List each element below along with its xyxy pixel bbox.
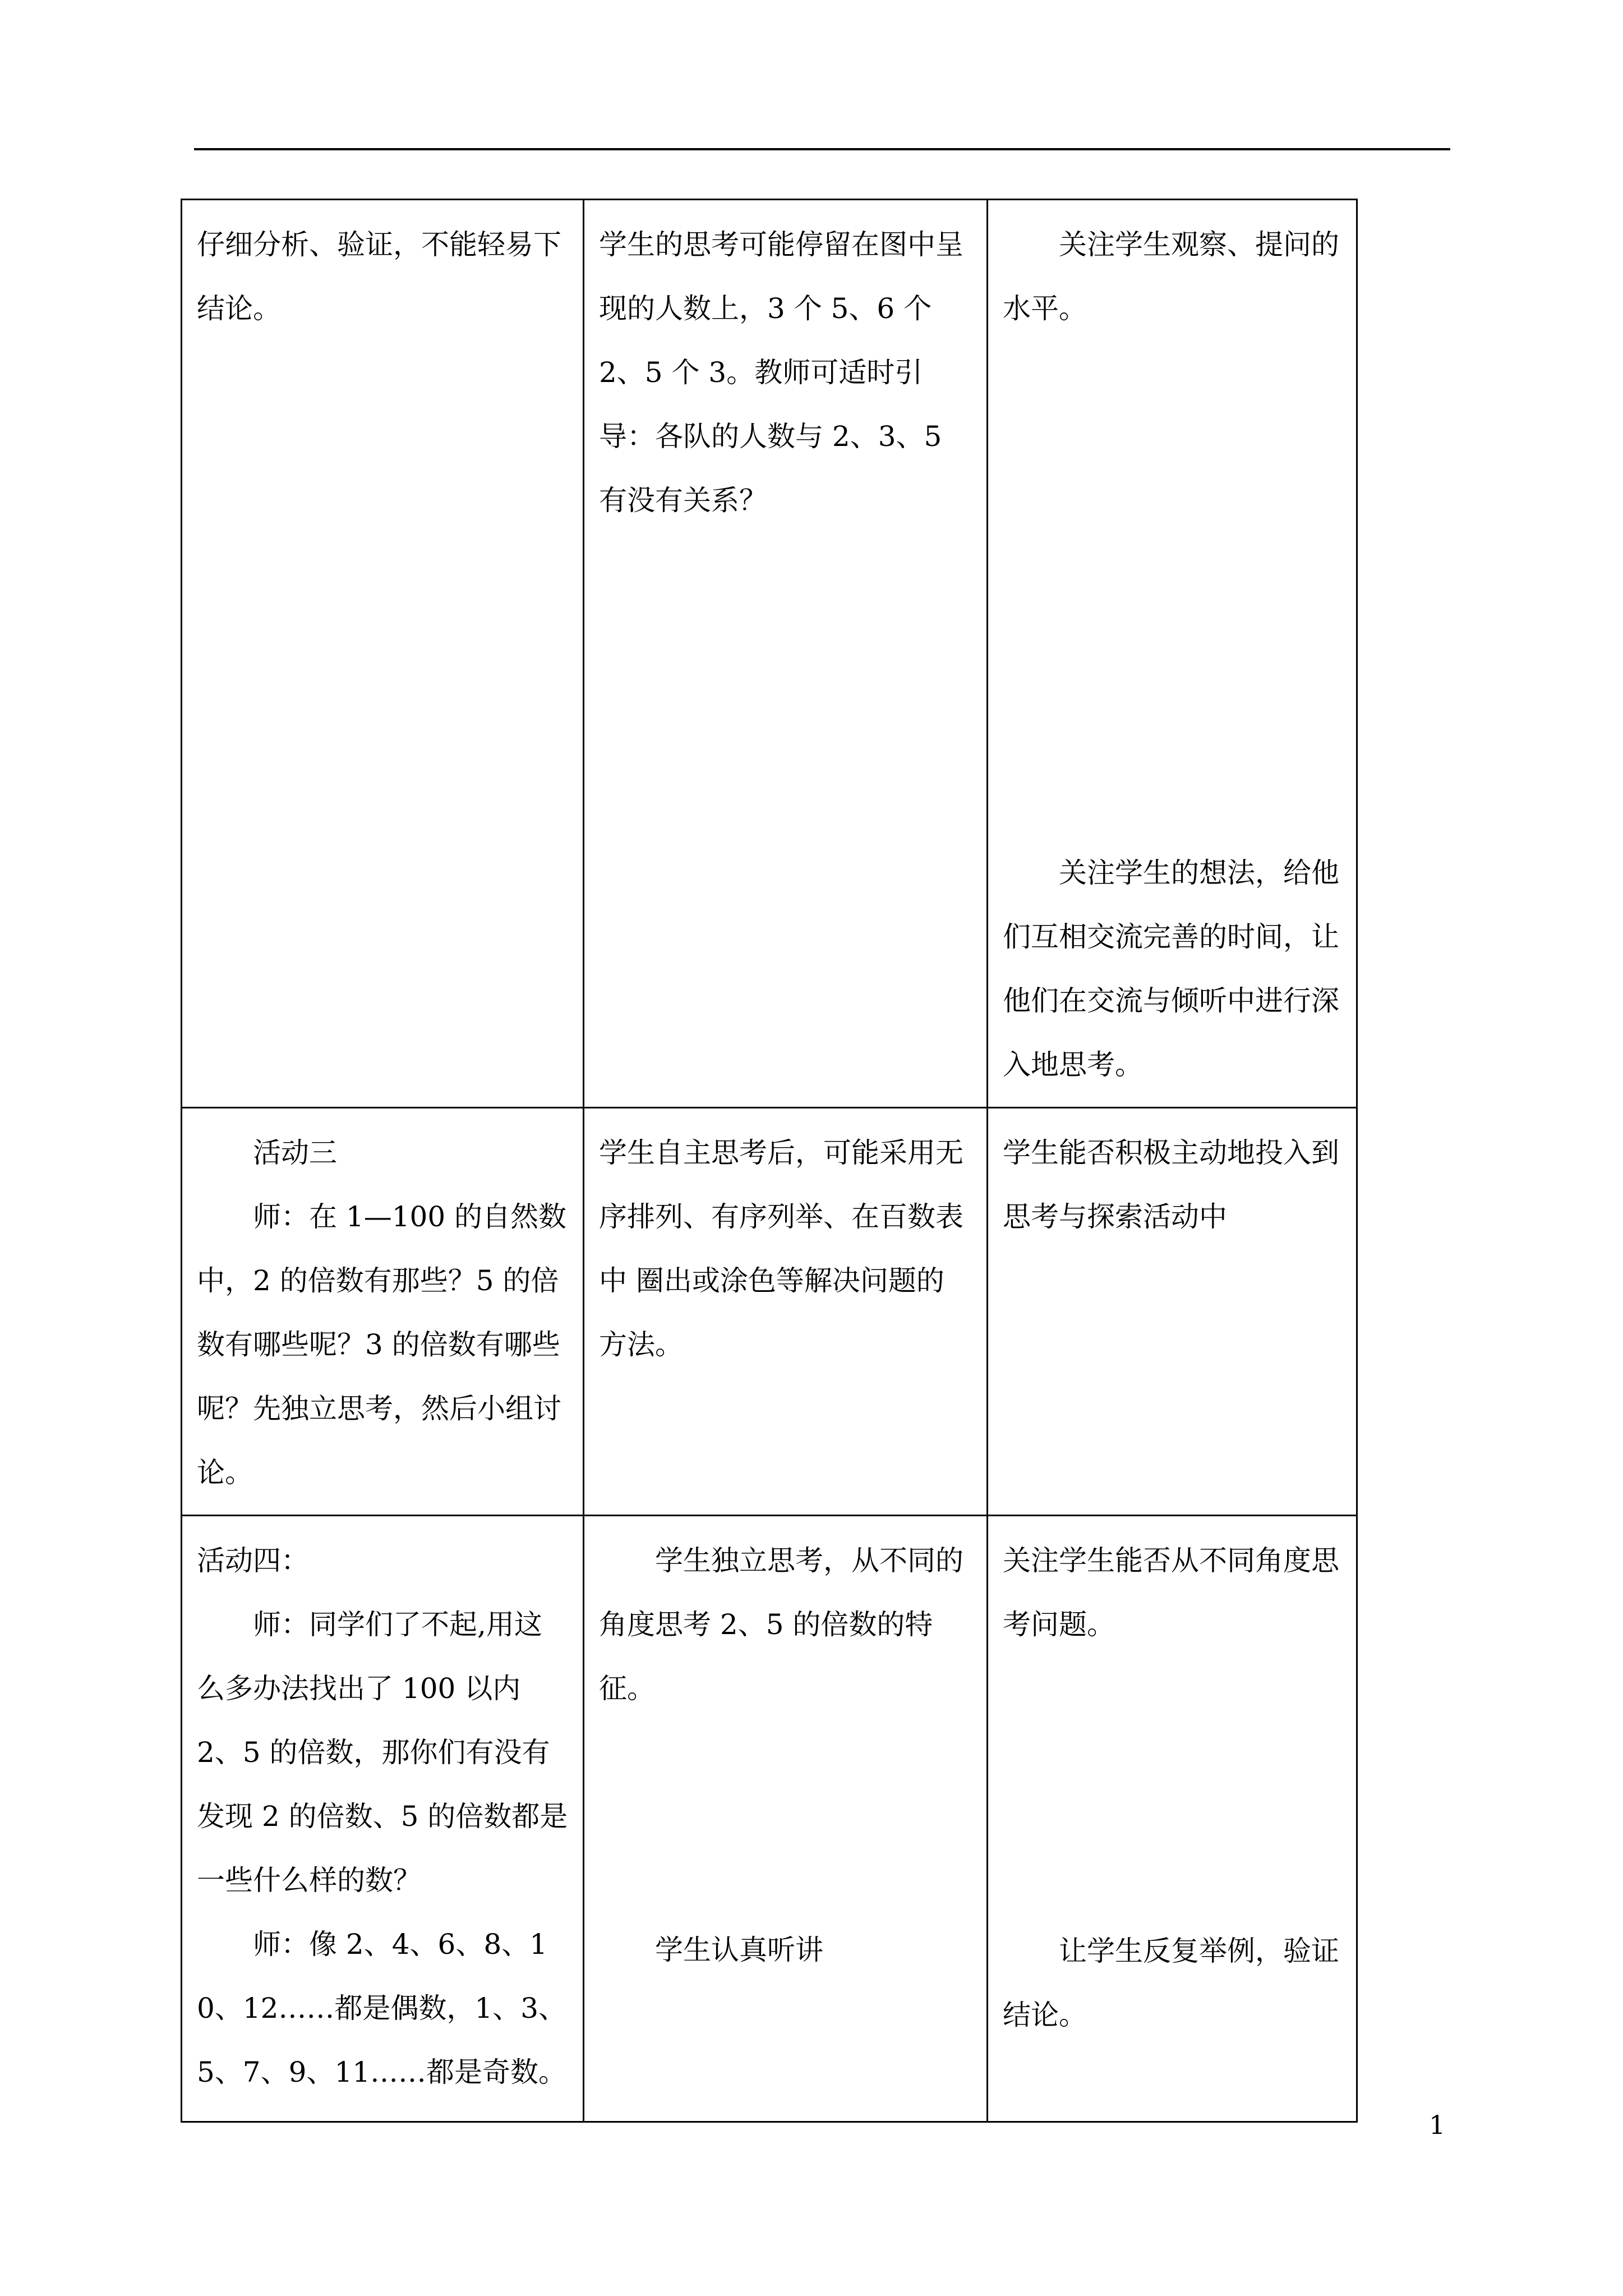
cell-paragraph: 学生的思考可能停留在图中呈现的人数上，3 个 5、6 个 2、5 个 3。教师可适时引导：各队的人数与 2、3、5 有没有关系？ (599, 228, 963, 517)
cell-paragraph: 师：同学们了不起,用这么多办法找出了 100 以内 2、5 的倍数，那你们有没有发现 2 的倍数、5 的倍数都是一些什么样的数？ (197, 1608, 568, 1897)
header-rule (194, 148, 1450, 150)
cell-paragraph: 学生能否积极主动地投入到思考与探索活动中 (1003, 1137, 1339, 1233)
cell-paragraph: 活动三 (253, 1137, 337, 1169)
table-row (182, 1108, 1357, 1516)
cell-paragraph: 学生自主思考后，可能采用无序排列、有序列举、在百数表中 圈出或涂色等解决问题的方法。 (599, 1137, 963, 1361)
table-cell (988, 200, 1357, 1108)
table-cell (988, 1516, 1357, 2122)
cell-paragraph: 活动四： (197, 1544, 309, 1577)
table-row (182, 1516, 1357, 2122)
table-cell (584, 200, 988, 1108)
cell-paragraph: 让学生反复举例，验证结论。 (1003, 1935, 1339, 2031)
table-cell (182, 200, 584, 1108)
table-cell (584, 1516, 988, 2122)
table-cell (584, 1108, 988, 1516)
cell-paragraph: 仔细分析、验证，不能轻易下结论。 (197, 228, 561, 325)
table-cell (182, 1108, 584, 1516)
cell-paragraph: 学生独立思考，从不同的角度思考 2、5 的倍数的特征。 (599, 1544, 963, 1705)
page-number: 1 (1429, 2110, 1446, 2140)
cell-paragraph: 师：在 1—100 的自然数中，2 的倍数有那些？5 的倍数有哪些呢？3 的倍数有哪些呢？先独立思考，然后小组讨论。 (197, 1200, 567, 1489)
table-row (182, 200, 1357, 1108)
cell-paragraph: 关注学生观察、提问的水平。 (1003, 228, 1339, 325)
table-cell (182, 1516, 584, 2122)
cell-paragraph: 关注学生的想法，给他们互相交流完善的时间，让他们在交流与倾听中进行深入地思考。 (1003, 857, 1339, 1081)
cell-paragraph: 关注学生能否从不同角度思考问题。 (1003, 1544, 1339, 1641)
cell-paragraph: 师：像 2、4、6、8、10、12……都是偶数，1、3、5、7、9、11……都是奇数。 (197, 1928, 567, 2088)
table-cell (988, 1108, 1357, 1516)
lesson-table (181, 199, 1358, 2123)
cell-paragraph: 学生认真听讲 (655, 1934, 823, 1966)
